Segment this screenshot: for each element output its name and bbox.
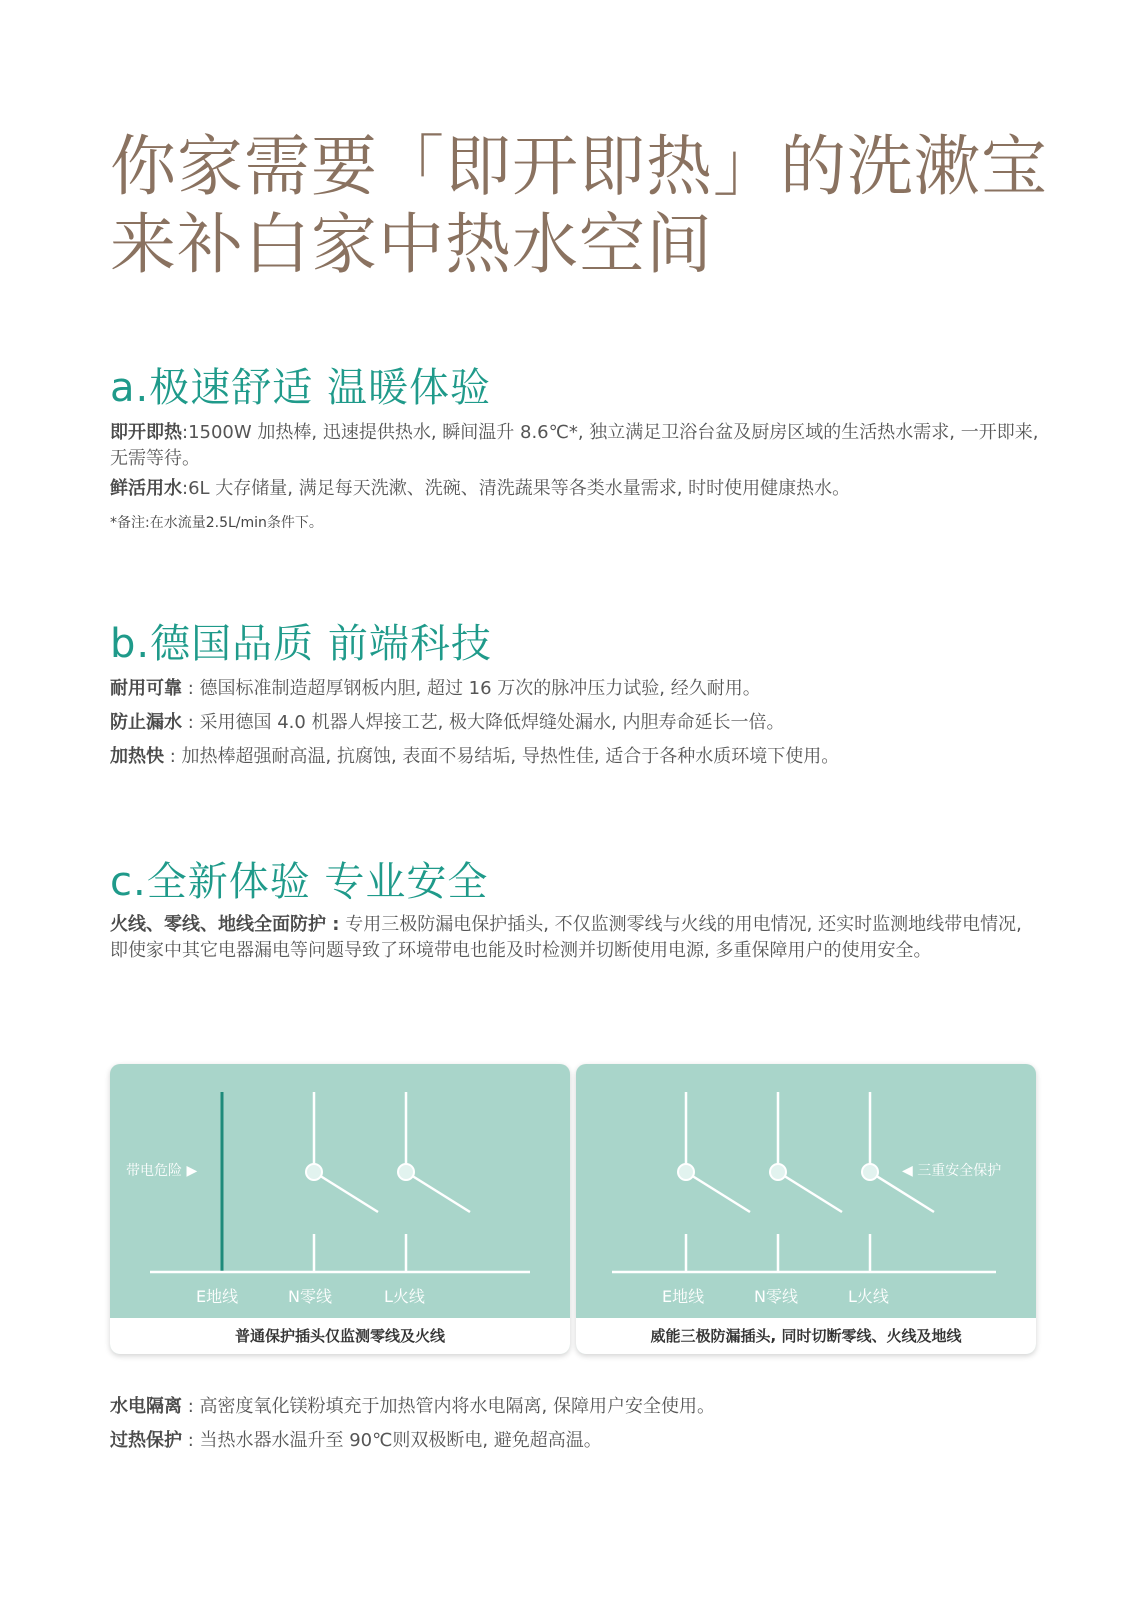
switch-l-icon — [862, 1092, 934, 1272]
section-b-title: b.德国品质 前端科技 — [110, 621, 492, 667]
switch-e-icon — [678, 1092, 750, 1272]
section-c-para-1 — [110, 912, 1040, 964]
label-e-ground: E地线 — [196, 1287, 239, 1306]
hero-title — [110, 128, 1070, 284]
section-a-para-2-text: :6L 大存储量, 满足每天洗漱、洗碗、清洗蔬果等各类水量需求, 时时使用健康热水。 — [182, 478, 851, 499]
section-b-para-1-label: 耐用可靠 — [110, 678, 182, 699]
section-c-para-3 — [110, 1428, 1040, 1454]
section-c-para-2 — [110, 1394, 1040, 1420]
section-a-para-2 — [110, 476, 1040, 502]
section-c-para-2-label: 水电隔离 — [110, 1396, 182, 1417]
section-a-para-1-text: :1500W 加热棒, 迅速提供热水, 瞬间温升 8.6℃*, 独立满足卫浴台盆及厨房区域的生活热水需求, 一开即来, 无需等待。 — [110, 422, 1039, 469]
label-n-neutral: N零线 — [754, 1287, 798, 1306]
standard-plug-caption: 普通保护插头仅监测零线及火线 — [110, 1318, 570, 1354]
section-c-para-3-label: 过热保护 — [110, 1430, 182, 1451]
section-c-para-2-text: : 高密度氧化镁粉填充于加热管内将水电隔离, 保障用户安全使用。 — [182, 1396, 715, 1417]
section-b-para-3 — [110, 744, 1040, 770]
hero-line-2: 来补白家中热水空间 — [110, 206, 713, 283]
danger-warning-label: 带电危险 ▶ — [126, 1163, 198, 1179]
switch-n-icon — [770, 1092, 842, 1272]
label-l-live: L火线 — [848, 1287, 889, 1306]
section-a-para-2-label: 鲜活用水 — [110, 478, 182, 499]
diagram-vaillant-plug — [576, 1064, 1036, 1354]
section-b-para-2 — [110, 710, 1040, 736]
section-a-note: *备注:在水流量2.5L/min条件下。 — [110, 515, 323, 531]
section-b-para-1-text: : 德国标准制造超厚钢板内胆, 超过 16 万次的脉冲压力试验, 经久耐用。 — [182, 678, 761, 699]
vaillant-plug-illustration — [576, 1064, 1036, 1354]
section-c-para-3-text: : 当热水器水温升至 90℃则双极断电, 避免超高温。 — [182, 1430, 602, 1451]
section-b-para-2-label: 防止漏水 — [110, 712, 182, 733]
switch-l-icon — [398, 1092, 470, 1272]
label-e-ground: E地线 — [662, 1287, 705, 1306]
diagram-standard-plug — [110, 1064, 570, 1354]
switch-n-icon — [306, 1092, 378, 1272]
section-b-para-3-text: : 加热棒超强耐高温, 抗腐蚀, 表面不易结垢, 导热性佳, 适合于各种水质环境下使用。 — [164, 746, 840, 767]
triple-protection-label: ◀ 三重安全保护 — [902, 1163, 1002, 1179]
section-a-para-1 — [110, 420, 1040, 472]
label-l-live: L火线 — [384, 1287, 425, 1306]
standard-plug-illustration — [110, 1064, 570, 1354]
vaillant-plug-caption: 威能三极防漏插头, 同时切断零线、火线及地线 — [576, 1318, 1036, 1354]
label-n-neutral: N零线 — [288, 1287, 332, 1306]
section-c-title: c.全新体验 专业安全 — [110, 859, 489, 905]
section-b-para-2-text: : 采用德国 4.0 机器人焊接工艺, 极大降低焊缝处漏水, 内胆寿命延长一倍。 — [182, 712, 785, 733]
hero-line-1: 你家需要「即开即热」的洗漱宝 — [110, 128, 1048, 205]
section-c-para-1-text: 专用三极防漏电保护插头, 不仅监测零线与火线的用电情况, 还实时监测地线带电情况, 即使家中其它电器漏电等问题导致了环境带电也能及时检测并切断使用电源, 多重保障用户的使用安全。 — [110, 914, 1022, 961]
section-a-para-1-label: 即开即热 — [110, 422, 182, 443]
section-b-para-1 — [110, 676, 1040, 702]
section-b-para-3-label: 加热快 — [110, 746, 164, 767]
section-a-title: a.极速舒适 温暖体验 — [110, 365, 491, 411]
section-c-para-1-label: 火线、零线、地线全面防护 : — [110, 914, 340, 935]
